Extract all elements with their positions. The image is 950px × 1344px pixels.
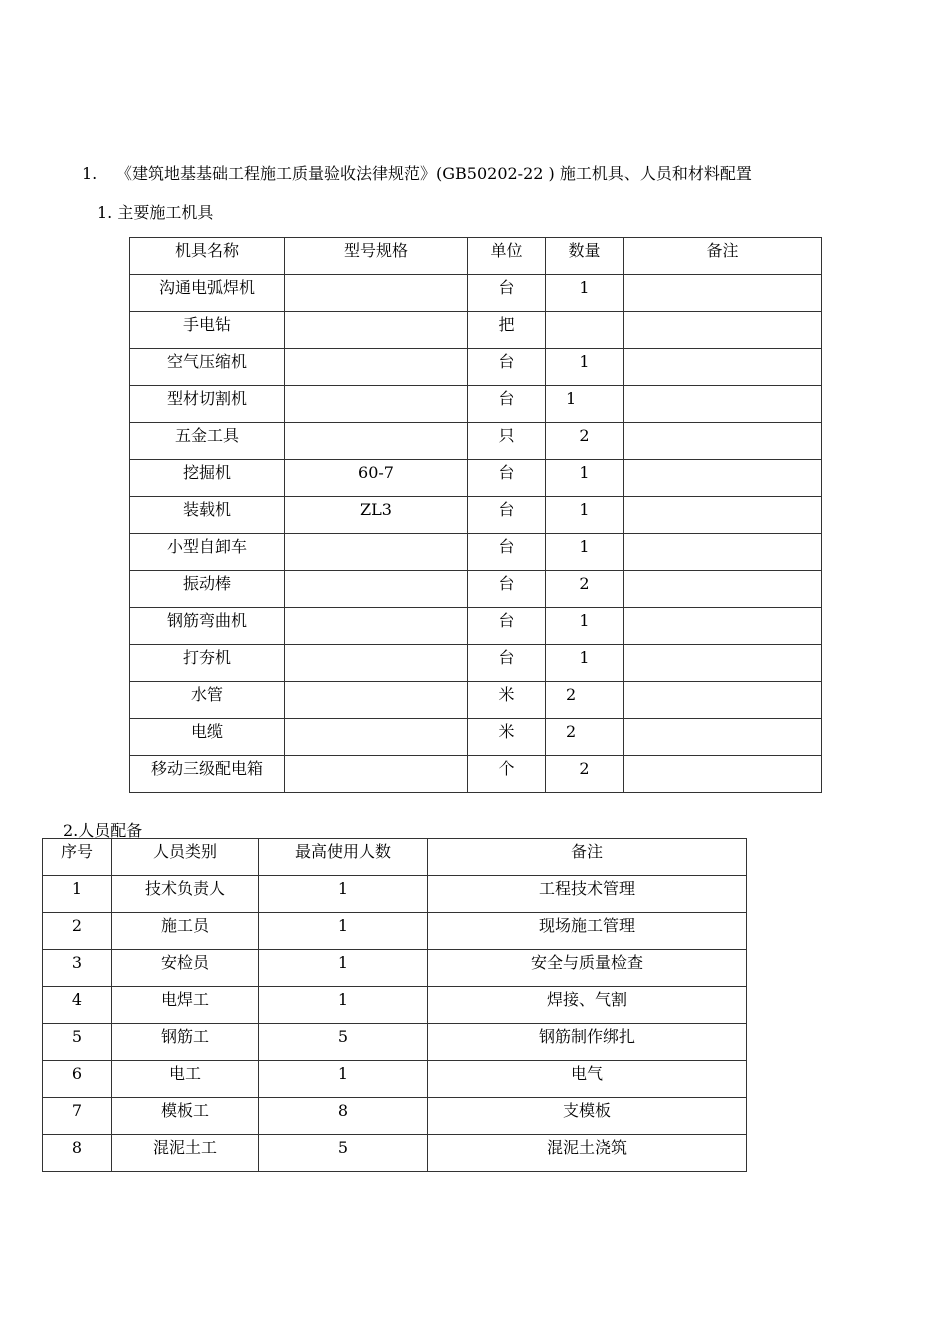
- staff-note-cell-text: 钢筋制作绑扎: [538, 1027, 635, 1046]
- staff-count-cell: [259, 1061, 428, 1098]
- equipment-qty-cell: [546, 386, 624, 423]
- table-row: [43, 1024, 747, 1061]
- equipment-spec-cell-text: [285, 645, 467, 646]
- equipment-qty-cell-text: 1: [579, 500, 590, 519]
- staff-role-cell: [112, 913, 259, 950]
- equipment-spec-cell: [285, 645, 468, 682]
- equipment-name-cell: [130, 534, 285, 571]
- equipment-note-cell-text: [624, 682, 821, 683]
- equipment-name-cell-text: 振动棒: [182, 574, 231, 593]
- column-header-text: 数量: [568, 241, 601, 260]
- equipment-note-cell: [624, 645, 822, 682]
- staff-role-cell: [112, 1024, 259, 1061]
- equipment-name-cell: [130, 645, 285, 682]
- equipment-name-cell: [130, 756, 285, 793]
- table-row: [130, 682, 822, 719]
- equipment-name-cell: [130, 386, 285, 423]
- staff-count-cell-text: 1: [337, 879, 349, 898]
- equipment-unit-cell-text: 个: [498, 759, 515, 778]
- staff-count-cell-text: 1: [337, 916, 349, 935]
- equipment-qty-cell-text: 1: [579, 352, 590, 371]
- equipment-qty-cell-text: 1: [566, 389, 577, 408]
- staff-no-cell: [43, 913, 112, 950]
- equipment-qty-cell: [546, 645, 624, 682]
- equipment-note-cell: [624, 497, 822, 534]
- table-row: [43, 950, 747, 987]
- equipment-spec-cell-text: ZL3: [360, 500, 392, 519]
- equipment-unit-cell-text: 台: [498, 574, 515, 593]
- equipment-name-cell-text: 小型自卸车: [166, 537, 247, 556]
- staff-no-cell: [43, 1098, 112, 1135]
- equipment-unit-cell-text: 台: [498, 611, 515, 630]
- equipment-spec-cell-text: [285, 534, 467, 535]
- staff-role-cell: [112, 950, 259, 987]
- staff-count-cell: [259, 913, 428, 950]
- equipment-note-cell: [624, 682, 822, 719]
- equipment-note-cell-text: [624, 386, 821, 387]
- subheading-equipment: 1. 主要施工机具: [97, 203, 214, 222]
- equipment-note-cell: [624, 312, 822, 349]
- equipment-name-cell: [130, 719, 285, 756]
- table-row: [130, 386, 822, 423]
- equipment-unit-cell-text: 台: [498, 537, 515, 556]
- table-row: [43, 987, 747, 1024]
- table-row: [130, 423, 822, 460]
- staff-count-cell-text: 8: [337, 1101, 349, 1120]
- column-header: [468, 238, 546, 275]
- equipment-unit-cell-text: 把: [498, 315, 515, 334]
- equipment-note-cell-text: [624, 460, 821, 461]
- staff-role-cell-text: 安检员: [160, 953, 209, 972]
- table-row: [130, 756, 822, 793]
- staff-note-cell-text: 安全与质量检查: [530, 953, 643, 972]
- equipment-qty-cell: [546, 534, 624, 571]
- equipment-note-cell-text: [624, 645, 821, 646]
- table-row: [130, 275, 822, 312]
- equipment-spec-cell: [285, 497, 468, 534]
- equipment-unit-cell: [468, 386, 546, 423]
- staff-no-cell-text: 7: [71, 1101, 83, 1120]
- equipment-note-cell-text: [624, 423, 821, 424]
- staff-no-cell-text: 2: [71, 916, 83, 935]
- staff-header-row: [43, 839, 747, 876]
- equipment-unit-cell-text: 台: [498, 389, 515, 408]
- equipment-spec-cell-text: [285, 571, 467, 572]
- staff-no-cell: [43, 876, 112, 913]
- equipment-qty-cell: [546, 608, 624, 645]
- staff-note-cell: [428, 1098, 747, 1135]
- staff-table: [42, 838, 747, 1172]
- equipment-spec-cell-text: [285, 682, 467, 683]
- equipment-qty-cell: [546, 275, 624, 312]
- equipment-qty-cell-text: 1: [579, 611, 590, 630]
- equipment-qty-cell-text: 2: [566, 685, 577, 704]
- equipment-unit-cell-text: 只: [498, 426, 515, 445]
- staff-count-cell-text: 1: [337, 990, 349, 1009]
- staff-role-cell-text: 施工员: [160, 916, 209, 935]
- equipment-unit-cell: [468, 719, 546, 756]
- equipment-note-cell: [624, 460, 822, 497]
- equipment-qty-cell-text: 1: [579, 278, 590, 297]
- equipment-name-cell-text: 打夯机: [182, 648, 231, 667]
- column-header-text: 型号规格: [343, 241, 408, 260]
- equipment-unit-cell: [468, 423, 546, 460]
- column-header: [259, 839, 428, 876]
- table-row: [130, 608, 822, 645]
- equipment-note-cell: [624, 719, 822, 756]
- equipment-qty-cell-text: 2: [566, 722, 577, 741]
- staff-role-cell-text: 电工: [168, 1064, 201, 1083]
- equipment-note-cell-text: [624, 275, 821, 276]
- equipment-spec-cell: [285, 460, 468, 497]
- equipment-table: [129, 237, 822, 793]
- column-header: [43, 839, 112, 876]
- equipment-spec-cell: [285, 571, 468, 608]
- equipment-unit-cell: [468, 460, 546, 497]
- equipment-name-cell-text: 沟通电弧焊机: [158, 278, 255, 297]
- equipment-spec-cell: [285, 682, 468, 719]
- table-row: [130, 349, 822, 386]
- equipment-name-cell-text: 五金工具: [174, 426, 239, 445]
- equipment-name-cell-text: 空气压缩机: [166, 352, 247, 371]
- equipment-spec-cell-text: [285, 608, 467, 609]
- table-row: [43, 1061, 747, 1098]
- equipment-note-cell: [624, 571, 822, 608]
- equipment-note-cell-text: [624, 719, 821, 720]
- subheading-staff: 2.人员配备: [63, 821, 143, 840]
- equipment-name-cell: [130, 571, 285, 608]
- staff-note-cell: [428, 913, 747, 950]
- staff-role-cell-text: 技术负责人: [144, 879, 225, 898]
- table-row: [130, 312, 822, 349]
- staff-count-cell: [259, 950, 428, 987]
- equipment-name-cell: [130, 682, 285, 719]
- staff-note-cell: [428, 1135, 747, 1172]
- equipment-note-cell: [624, 534, 822, 571]
- equipment-qty-cell: [546, 349, 624, 386]
- equipment-unit-cell: [468, 682, 546, 719]
- equipment-note-cell-text: [624, 349, 821, 350]
- column-header-text: 人员类别: [152, 842, 217, 861]
- column-header: [546, 238, 624, 275]
- column-header-text: 单位: [490, 241, 523, 260]
- equipment-spec-cell: [285, 423, 468, 460]
- equipment-unit-cell: [468, 497, 546, 534]
- equipment-unit-cell: [468, 534, 546, 571]
- equipment-unit-cell-text: 米: [498, 722, 515, 741]
- equipment-unit-cell-text: 台: [498, 648, 515, 667]
- equipment-spec-cell: [285, 312, 468, 349]
- table-row: [130, 645, 822, 682]
- equipment-spec-cell: [285, 756, 468, 793]
- staff-role-cell: [112, 987, 259, 1024]
- equipment-name-cell: [130, 497, 285, 534]
- staff-note-cell-text: 支模板: [562, 1101, 611, 1120]
- equipment-spec-cell-text: 60-7: [358, 463, 394, 482]
- staff-note-cell-text: 焊接、气割: [546, 990, 627, 1009]
- staff-no-cell: [43, 950, 112, 987]
- equipment-qty-cell: [546, 719, 624, 756]
- equipment-name-cell-text: 钢筋弯曲机: [166, 611, 247, 630]
- equipment-spec-cell-text: [285, 719, 467, 720]
- column-header-text: 机具名称: [174, 241, 239, 260]
- column-header-text: 序号: [60, 842, 93, 861]
- equipment-name-cell-text: 型材切割机: [166, 389, 247, 408]
- equipment-unit-cell: [468, 756, 546, 793]
- staff-count-cell: [259, 1024, 428, 1061]
- equipment-note-cell-text: [624, 756, 821, 757]
- table-row: [43, 913, 747, 950]
- staff-note-cell: [428, 1061, 747, 1098]
- staff-role-cell: [112, 1061, 259, 1098]
- table-row: [130, 534, 822, 571]
- staff-note-cell: [428, 950, 747, 987]
- staff-note-cell-text: 现场施工管理: [538, 916, 635, 935]
- equipment-note-cell-text: [624, 497, 821, 498]
- equipment-qty-cell-text: 2: [579, 759, 590, 778]
- staff-role-cell: [112, 1098, 259, 1135]
- equipment-name-cell-text: 水管: [190, 685, 223, 704]
- staff-no-cell-text: 6: [71, 1064, 83, 1083]
- equipment-note-cell-text: [624, 312, 821, 313]
- staff-no-cell: [43, 1061, 112, 1098]
- table-row: [130, 497, 822, 534]
- equipment-qty-cell: [546, 460, 624, 497]
- equipment-name-cell: [130, 608, 285, 645]
- equipment-spec-cell-text: [285, 349, 467, 350]
- equipment-header-row: [130, 238, 822, 275]
- equipment-qty-cell: [546, 756, 624, 793]
- staff-note-cell-text: 混泥土浇筑: [546, 1138, 627, 1157]
- equipment-note-cell: [624, 386, 822, 423]
- equipment-unit-cell-text: 台: [498, 278, 515, 297]
- equipment-note-cell: [624, 756, 822, 793]
- staff-count-cell-text: 5: [337, 1138, 349, 1157]
- equipment-unit-cell: [468, 312, 546, 349]
- staff-note-cell: [428, 1024, 747, 1061]
- equipment-name-cell: [130, 275, 285, 312]
- staff-role-cell-text: 电焊工: [160, 990, 209, 1009]
- equipment-name-cell: [130, 423, 285, 460]
- equipment-name-cell-text: 手电钻: [182, 315, 231, 334]
- equipment-unit-cell: [468, 608, 546, 645]
- equipment-qty-cell-text: [546, 312, 623, 313]
- column-header: [624, 238, 822, 275]
- table-row: [130, 571, 822, 608]
- staff-no-cell-text: 1: [71, 879, 83, 898]
- column-header: [428, 839, 747, 876]
- staff-count-cell: [259, 1098, 428, 1135]
- staff-count-cell: [259, 1135, 428, 1172]
- equipment-name-cell-text: 挖掘机: [182, 463, 231, 482]
- equipment-spec-cell: [285, 386, 468, 423]
- equipment-qty-cell: [546, 497, 624, 534]
- staff-count-cell-text: 5: [337, 1027, 349, 1046]
- staff-role-cell-text: 模板工: [160, 1101, 209, 1120]
- equipment-spec-cell-text: [285, 275, 467, 276]
- section-heading-1: [82, 161, 752, 184]
- equipment-name-cell: [130, 349, 285, 386]
- staff-note-cell-text: 工程技术管理: [538, 879, 635, 898]
- heading-text: 《建筑地基基础工程施工质量验收法律规范》(GB50202-22 ) 施工机具、人员和材料配置: [116, 164, 752, 183]
- equipment-name-cell: [130, 312, 285, 349]
- equipment-note-cell: [624, 423, 822, 460]
- equipment-unit-cell-text: 台: [498, 463, 515, 482]
- equipment-spec-cell-text: [285, 756, 467, 757]
- column-header-text: 备注: [570, 842, 603, 861]
- equipment-qty-cell-text: 1: [579, 537, 590, 556]
- staff-no-cell: [43, 1135, 112, 1172]
- staff-role-cell: [112, 876, 259, 913]
- equipment-qty-cell-text: 1: [579, 463, 590, 482]
- equipment-spec-cell-text: [285, 312, 467, 313]
- equipment-unit-cell-text: 米: [498, 685, 515, 704]
- equipment-unit-cell-text: 台: [498, 500, 515, 519]
- column-header: [112, 839, 259, 876]
- equipment-qty-cell: [546, 423, 624, 460]
- column-header: [130, 238, 285, 275]
- staff-note-cell-text: 电气: [570, 1064, 603, 1083]
- equipment-qty-cell: [546, 571, 624, 608]
- equipment-name-cell-text: 移动三级配电箱: [150, 759, 263, 778]
- staff-count-cell: [259, 876, 428, 913]
- staff-role-cell-text: 混泥土工: [152, 1138, 217, 1157]
- staff-no-cell: [43, 987, 112, 1024]
- heading-number: 1.: [82, 164, 98, 183]
- equipment-qty-cell-text: 2: [579, 574, 590, 593]
- column-header-text: 备注: [706, 241, 739, 260]
- staff-no-cell-text: 8: [71, 1138, 83, 1157]
- equipment-note-cell: [624, 275, 822, 312]
- staff-count-cell: [259, 987, 428, 1024]
- equipment-spec-cell: [285, 275, 468, 312]
- staff-no-cell-text: 4: [71, 990, 83, 1009]
- equipment-note-cell-text: [624, 534, 821, 535]
- staff-no-cell-text: 5: [71, 1027, 83, 1046]
- equipment-note-cell: [624, 608, 822, 645]
- equipment-unit-cell: [468, 571, 546, 608]
- equipment-note-cell-text: [624, 571, 821, 572]
- staff-note-cell: [428, 987, 747, 1024]
- table-row: [43, 1135, 747, 1172]
- equipment-unit-cell: [468, 349, 546, 386]
- equipment-spec-cell-text: [285, 423, 467, 424]
- table-row: [43, 876, 747, 913]
- column-header-text: 最高使用人数: [294, 842, 391, 861]
- equipment-unit-cell: [468, 275, 546, 312]
- equipment-qty-cell-text: 2: [579, 426, 590, 445]
- equipment-qty-cell-text: 1: [579, 648, 590, 667]
- equipment-note-cell: [624, 349, 822, 386]
- equipment-unit-cell-text: 台: [498, 352, 515, 371]
- table-row: [130, 460, 822, 497]
- equipment-note-cell-text: [624, 608, 821, 609]
- equipment-name-cell-text: 装载机: [182, 500, 231, 519]
- equipment-spec-cell: [285, 608, 468, 645]
- equipment-name-cell-text: 电缆: [190, 722, 223, 741]
- staff-count-cell-text: 1: [337, 1064, 349, 1083]
- staff-role-cell: [112, 1135, 259, 1172]
- staff-note-cell: [428, 876, 747, 913]
- staff-no-cell-text: 3: [71, 953, 83, 972]
- column-header: [285, 238, 468, 275]
- equipment-unit-cell: [468, 645, 546, 682]
- equipment-spec-cell: [285, 349, 468, 386]
- table-row: [43, 1098, 747, 1135]
- equipment-qty-cell: [546, 682, 624, 719]
- equipment-spec-cell-text: [285, 386, 467, 387]
- staff-no-cell: [43, 1024, 112, 1061]
- staff-role-cell-text: 钢筋工: [160, 1027, 209, 1046]
- equipment-name-cell: [130, 460, 285, 497]
- equipment-qty-cell: [546, 312, 624, 349]
- staff-count-cell-text: 1: [337, 953, 349, 972]
- equipment-spec-cell: [285, 534, 468, 571]
- equipment-spec-cell: [285, 719, 468, 756]
- table-row: [130, 719, 822, 756]
